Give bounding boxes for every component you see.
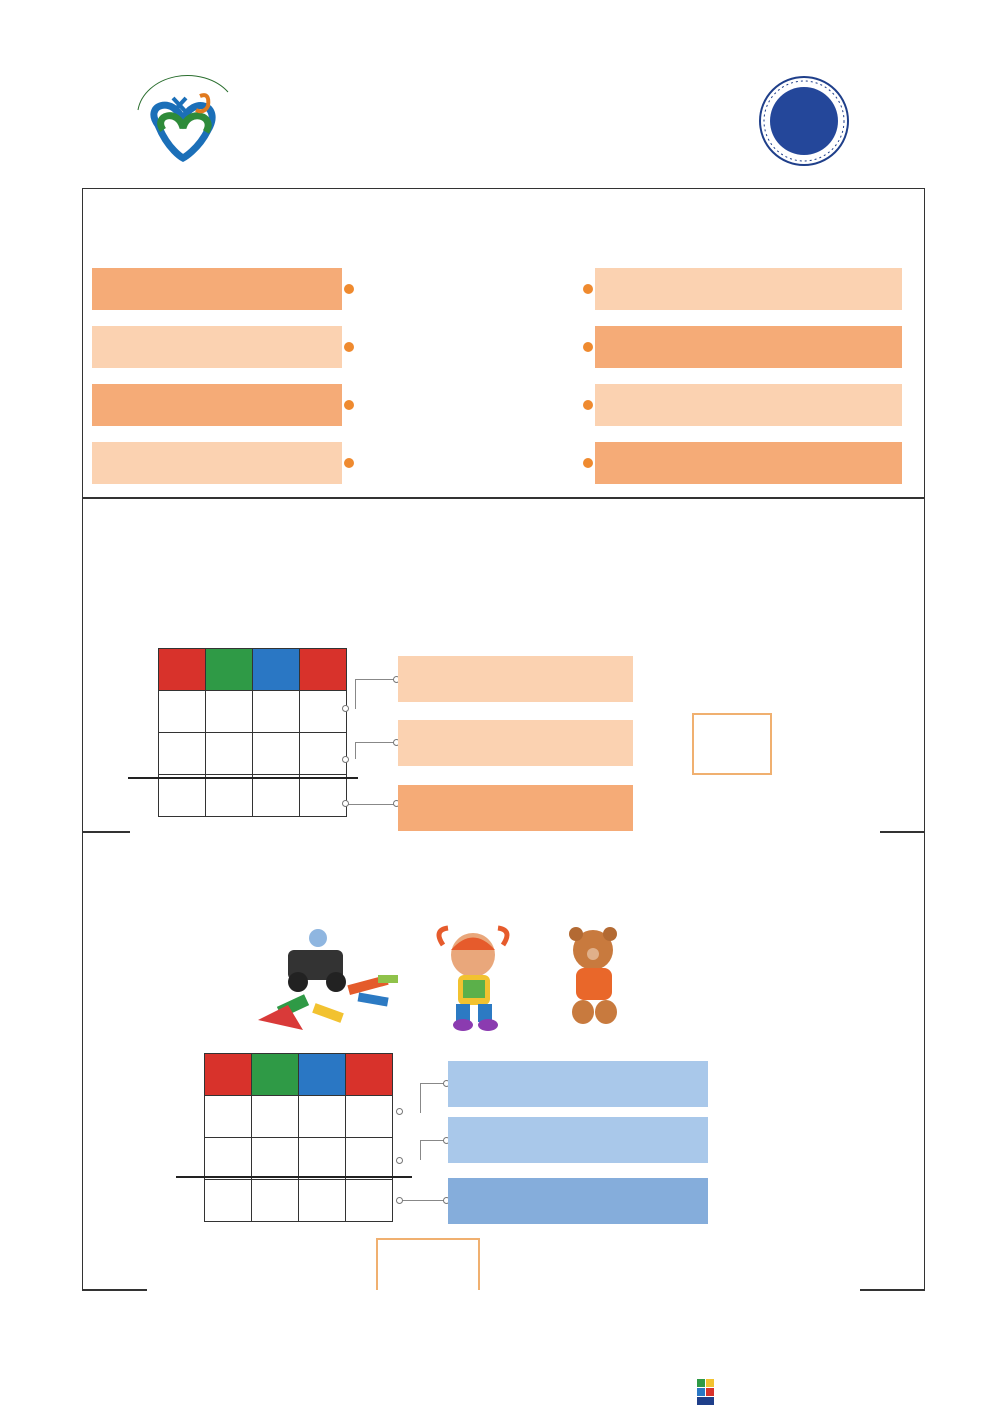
label-juguetes-madera [448, 1061, 708, 1107]
toys-illustration [258, 920, 658, 1035]
header-d [299, 1054, 346, 1096]
digit-cell[interactable] [205, 1096, 252, 1138]
number-word-item [595, 326, 902, 368]
decomposition-item [92, 326, 342, 368]
label-juguetes-tela [448, 1117, 708, 1163]
digit-cell[interactable] [206, 733, 253, 775]
number-word-item [595, 384, 902, 426]
digit-cell[interactable] [299, 1180, 346, 1222]
decomposition-item [92, 268, 342, 310]
digit-cell[interactable] [159, 691, 206, 733]
digit-cell[interactable] [346, 1180, 393, 1222]
match-dot-left[interactable] [344, 342, 354, 352]
digit-cell[interactable] [252, 1180, 299, 1222]
number-word-item [595, 268, 902, 310]
header-d [253, 649, 300, 691]
match-dot-left[interactable] [344, 284, 354, 294]
digit-cell[interactable] [299, 1138, 346, 1180]
digit-cell[interactable] [206, 691, 253, 733]
header-u [346, 1054, 393, 1096]
match-dot-right[interactable] [583, 458, 593, 468]
sum-line [176, 1176, 412, 1178]
match-dot-left[interactable] [344, 458, 354, 468]
label-total-juguetes [448, 1178, 708, 1224]
label-camarones [398, 656, 633, 702]
digit-cell[interactable] [252, 1138, 299, 1180]
school-logo [128, 70, 240, 178]
teddy-bear-icon [569, 927, 617, 1024]
header-c [206, 649, 253, 691]
sum-line [128, 777, 358, 779]
match-dot-right[interactable] [583, 284, 593, 294]
connector-line [400, 1200, 448, 1202]
header-um [205, 1054, 252, 1096]
label-almejas [398, 720, 633, 766]
divider-2-right [880, 831, 925, 833]
label-total-mariscos [398, 785, 633, 831]
connector-dot [396, 1197, 403, 1204]
digit-cell[interactable] [253, 775, 300, 817]
digit-cell[interactable] [300, 691, 347, 733]
digit-cell[interactable] [253, 691, 300, 733]
digit-cell[interactable] [299, 1096, 346, 1138]
header-um [159, 649, 206, 691]
digit-cell[interactable] [206, 775, 253, 817]
connector-line [355, 742, 398, 759]
digit-cell[interactable] [159, 775, 206, 817]
connector-dot [342, 756, 349, 763]
header-u [300, 649, 347, 691]
place-value-table-2 [204, 1053, 393, 1222]
digit-cell[interactable] [253, 733, 300, 775]
divider-3-left [82, 1289, 147, 1291]
match-dot-right[interactable] [583, 342, 593, 352]
digit-cell[interactable] [346, 1138, 393, 1180]
digit-cell[interactable] [300, 733, 347, 775]
decomposition-item [92, 442, 342, 484]
answer1-input[interactable] [692, 713, 772, 775]
liveworksheets-icon [697, 1379, 723, 1407]
connector-line [355, 679, 398, 709]
match-dot-left[interactable] [344, 400, 354, 410]
digit-cell[interactable] [205, 1180, 252, 1222]
connector-line [346, 804, 398, 806]
match-dot-right[interactable] [583, 400, 593, 410]
answer2-input[interactable] [376, 1238, 480, 1290]
digit-cell[interactable] [205, 1138, 252, 1180]
connector-dot [396, 1108, 403, 1115]
digit-cell[interactable] [300, 775, 347, 817]
digit-cell[interactable] [159, 733, 206, 775]
digit-cell[interactable] [346, 1096, 393, 1138]
connector-dot [396, 1157, 403, 1164]
number-word-item [595, 442, 902, 484]
header-c [252, 1054, 299, 1096]
connector-dot [342, 800, 349, 807]
connector-dot [342, 705, 349, 712]
rag-doll-icon [439, 928, 507, 1031]
ib-logo [752, 75, 860, 167]
connector-line [420, 1083, 448, 1113]
divider-3-right [860, 1289, 925, 1291]
decomposition-item [92, 384, 342, 426]
place-value-table-1 [158, 648, 347, 817]
divider-2-left [82, 831, 130, 833]
divider-1 [82, 497, 925, 499]
wooden-toys-icon [258, 929, 398, 1030]
digit-cell[interactable] [252, 1096, 299, 1138]
